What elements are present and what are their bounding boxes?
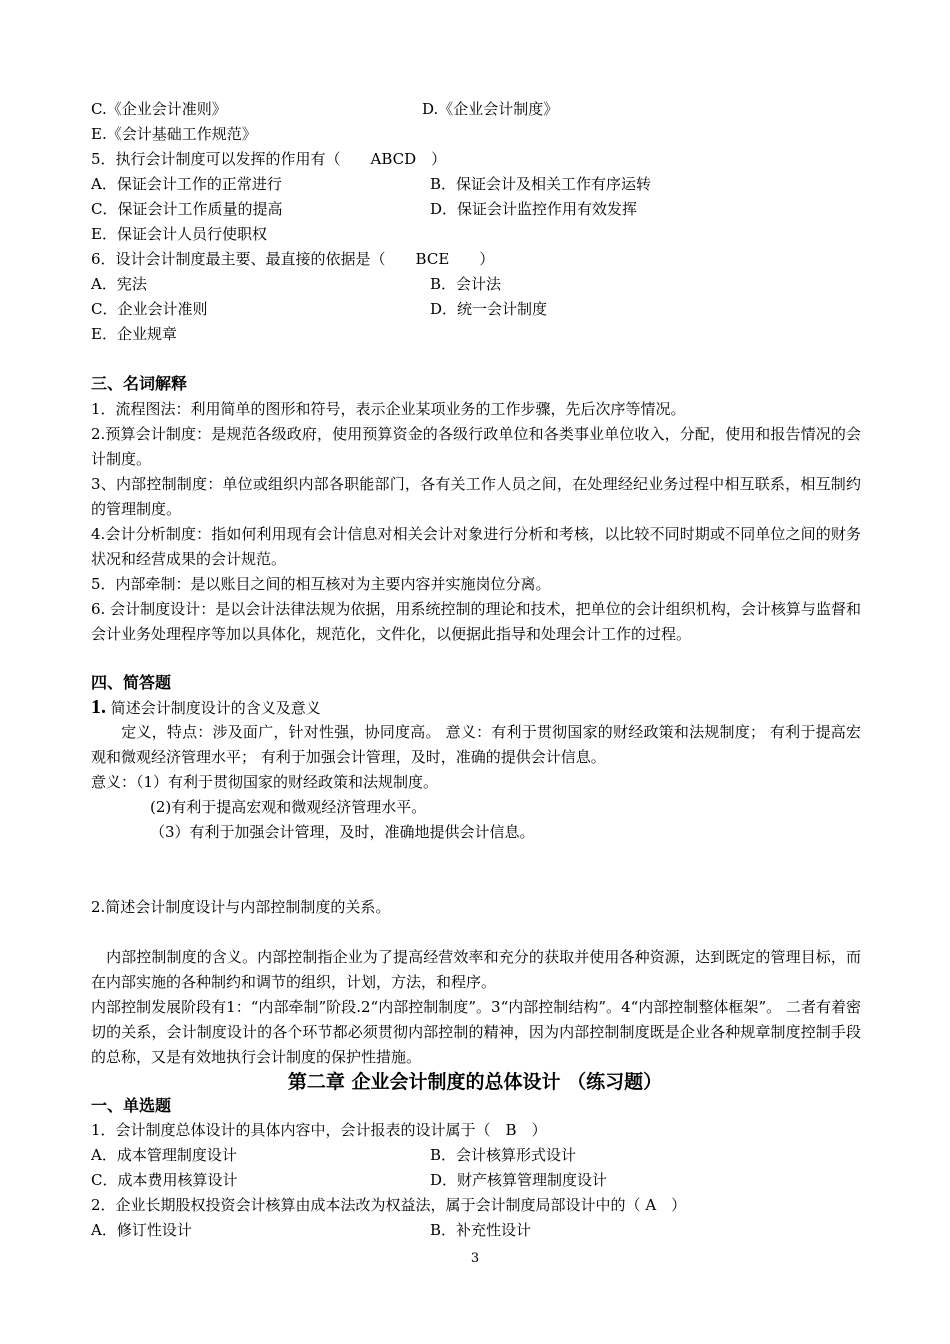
term-3: 3、内部控制制度：单位或组织内部各职能部门，各有关工作人员之间，在处理经纪业务过程中相互联系，相互制约的管理制度。	[91, 475, 861, 518]
term-5: 5．内部牵制：是以账目之间的相互核对为主要内容并实施岗位分离。	[91, 575, 551, 593]
q5-option-a: A．保证会计工作的正常进行	[91, 175, 282, 193]
q1-answer: 定义，特点：涉及面广，针对性强，协同度高。 意义：有利于贯彻国家的财经政策和法规制度； 有利于提高宏观和微观经济管理水平； 有利于加强会计管理，及时，准确的提供会计信息。	[91, 723, 861, 766]
q1-meaning-1: 意义：（1）有利于贯彻国家的财经政策和法规制度。	[91, 773, 439, 791]
q5-option-e: E．保证会计人员行使职权	[91, 225, 267, 243]
ch2-question-2: 2．企业长期股权投资会计核算由成本法改为权益法，属于会计制度局部设计中的（ A ）	[91, 1196, 687, 1214]
option-d: D.《企业会计制度》	[422, 100, 559, 118]
q2-paragraph-1: 内部控制制度的含义。内部控制指企业为了提高经营效率和充分的获取并使用各种资源，达到既定的管理目标，而在内部实施的各种制约和调节的组织，计划，方法，和程序。	[91, 948, 861, 991]
term-1: 1．流程图法：利用简单的图形和符号，表示企业某项业务的工作步骤，先后次序等情况。	[91, 400, 686, 418]
option-c: C.《企业会计准则》	[91, 100, 227, 118]
q1-meaning-3: （3）有利于加强会计管理，及时，准确地提供会计信息。	[150, 823, 535, 841]
q1-meaning-2: (2)有利于提高宏观和微观经济管理水平。	[150, 798, 427, 816]
ch2-q2-option-a: A．修订性设计	[91, 1221, 192, 1239]
ch2-q1-option-d: D．财产核算管理制度设计	[430, 1171, 608, 1189]
term-4: 4.会计分析制度：指如何利用现有会计信息对相关会计对象进行分析和考核，以比较不同时期或不同单位之间的财务状况和经营成果的会计规范。	[91, 525, 861, 568]
question-5: 5．执行会计制度可以发挥的作用有（ ABCD ）	[91, 150, 447, 168]
section-heading-short-answer: 四、简答题	[91, 673, 172, 692]
q6-option-d: D．统一会计制度	[430, 300, 548, 318]
short-answer-question-2: 2.简述会计制度设计与内部控制制度的关系。	[91, 898, 391, 916]
question-6: 6．设计会计制度最主要、最直接的依据是（ BCE ）	[91, 250, 495, 268]
question-number: 1.	[91, 696, 106, 718]
q5-option-d: D．保证会计监控作用有效发挥	[430, 200, 638, 218]
q5-option-b: B．保证会计及相关工作有序运转	[430, 175, 652, 193]
page-number: 3	[470, 1251, 480, 1266]
section-heading-single-choice: 一、单选题	[91, 1096, 172, 1115]
term-6: 6. 会计制度设计：是以会计法律法规为依据，用系统控制的理论和技术，把单位的会计组织机构，会计核算与监督和会计业务处理程序等加以具体化，规范化，文件化，以便据此指导和处理会计工作的过程。	[91, 600, 861, 643]
term-2: 2.预算会计制度：是规范各级政府，使用预算资金的各级行政单位和各类事业单位收入，分配，使用和报告情况的会计制度。	[91, 425, 861, 468]
q5-option-c: C．保证会计工作质量的提高	[91, 200, 283, 218]
chapter-title: 第二章 企业会计制度的总体设计 （练习题）	[287, 1071, 663, 1093]
option-e: E.《会计基础工作规范》	[91, 125, 257, 143]
ch2-q1-option-c: C．成本费用核算设计	[91, 1171, 238, 1189]
q2-paragraph-2: 内部控制发展阶段有1：“内部牵制”阶段.2“内部控制制度”。3“内部控制结构”。4“内部控制整体框架”。 二者有着密切的关系，会计制度设计的各个环节都必须贯彻内部控制的精神，因为内部控制制度既是企业各种规章制度控制手段的总称，又是有效地执行会计制度的保护性措施。	[91, 998, 861, 1066]
ch2-question-1: 1．会计制度总体设计的具体内容中，会计报表的设计属于（ B ）	[91, 1121, 547, 1139]
question-1-text: 简述会计制度设计的含义及意义	[110, 699, 321, 717]
q6-option-b: B．会计法	[430, 275, 502, 293]
ch2-q1-option-b: B．会计核算形式设计	[430, 1146, 577, 1164]
q6-option-c: C．企业会计准则	[91, 300, 208, 318]
ch2-q2-option-b: B．补充性设计	[430, 1221, 532, 1239]
section-heading-terms: 三、名词解释	[91, 374, 188, 393]
q6-option-e: E．企业规章	[91, 325, 177, 343]
ch2-q1-option-a: A．成本管理制度设计	[91, 1146, 237, 1164]
short-answer-question-1	[91, 697, 321, 718]
q6-option-a: A．宪法	[91, 275, 147, 293]
